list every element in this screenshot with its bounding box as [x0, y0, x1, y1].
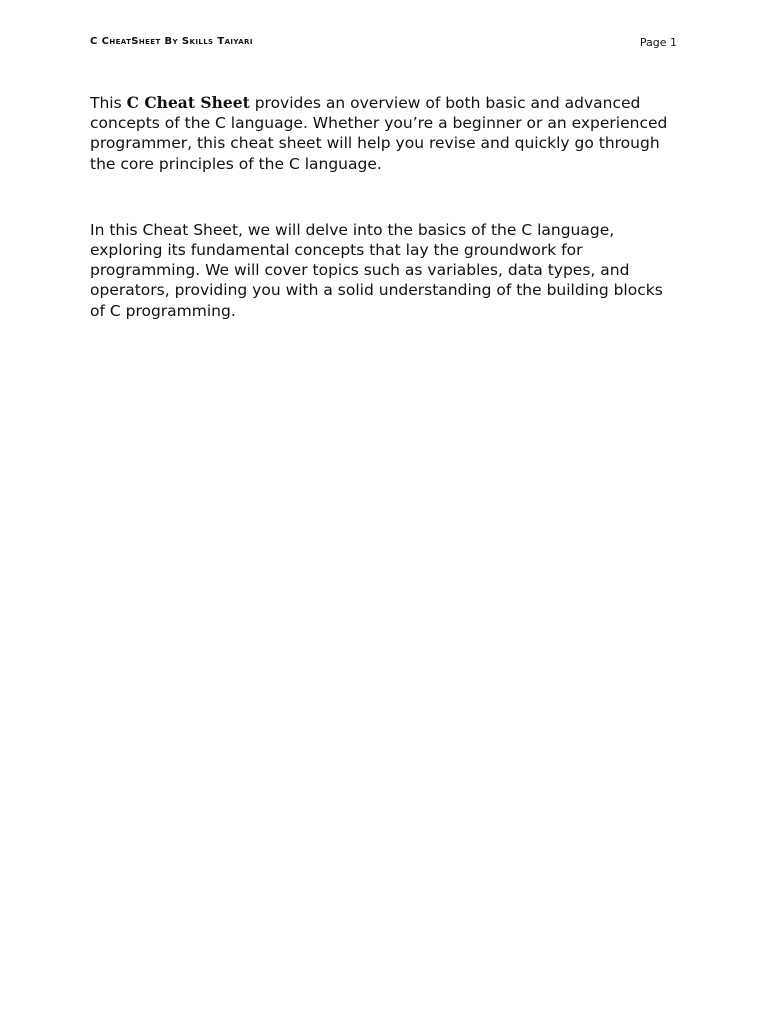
document-body [90, 93, 680, 321]
intro-text-rest: provides an overview of both basic and advanced concepts of the C language. Whether you’re a beginner or an experienced programmer, this cheat sheet will help you revise and quickly go through the core principles of the C language. [90, 94, 668, 173]
page-number: Page 1 [639, 36, 677, 49]
intro-bold-phrase: C Cheat Sheet [126, 93, 250, 112]
page-header [90, 36, 677, 54]
intro-text-start: This [90, 94, 127, 112]
intro-paragraph [90, 93, 680, 174]
document-title: C CheatSheet By Skills Taiyari [90, 36, 253, 47]
basics-paragraph: In this Cheat Sheet, we will delve into the basics of the C language, exploring its fundamental concepts that lay the groundwork for programming. We will cover topics such as variables, data types, and operators, providing you with a solid understanding of the building blocks of C programming. [90, 220, 663, 320]
